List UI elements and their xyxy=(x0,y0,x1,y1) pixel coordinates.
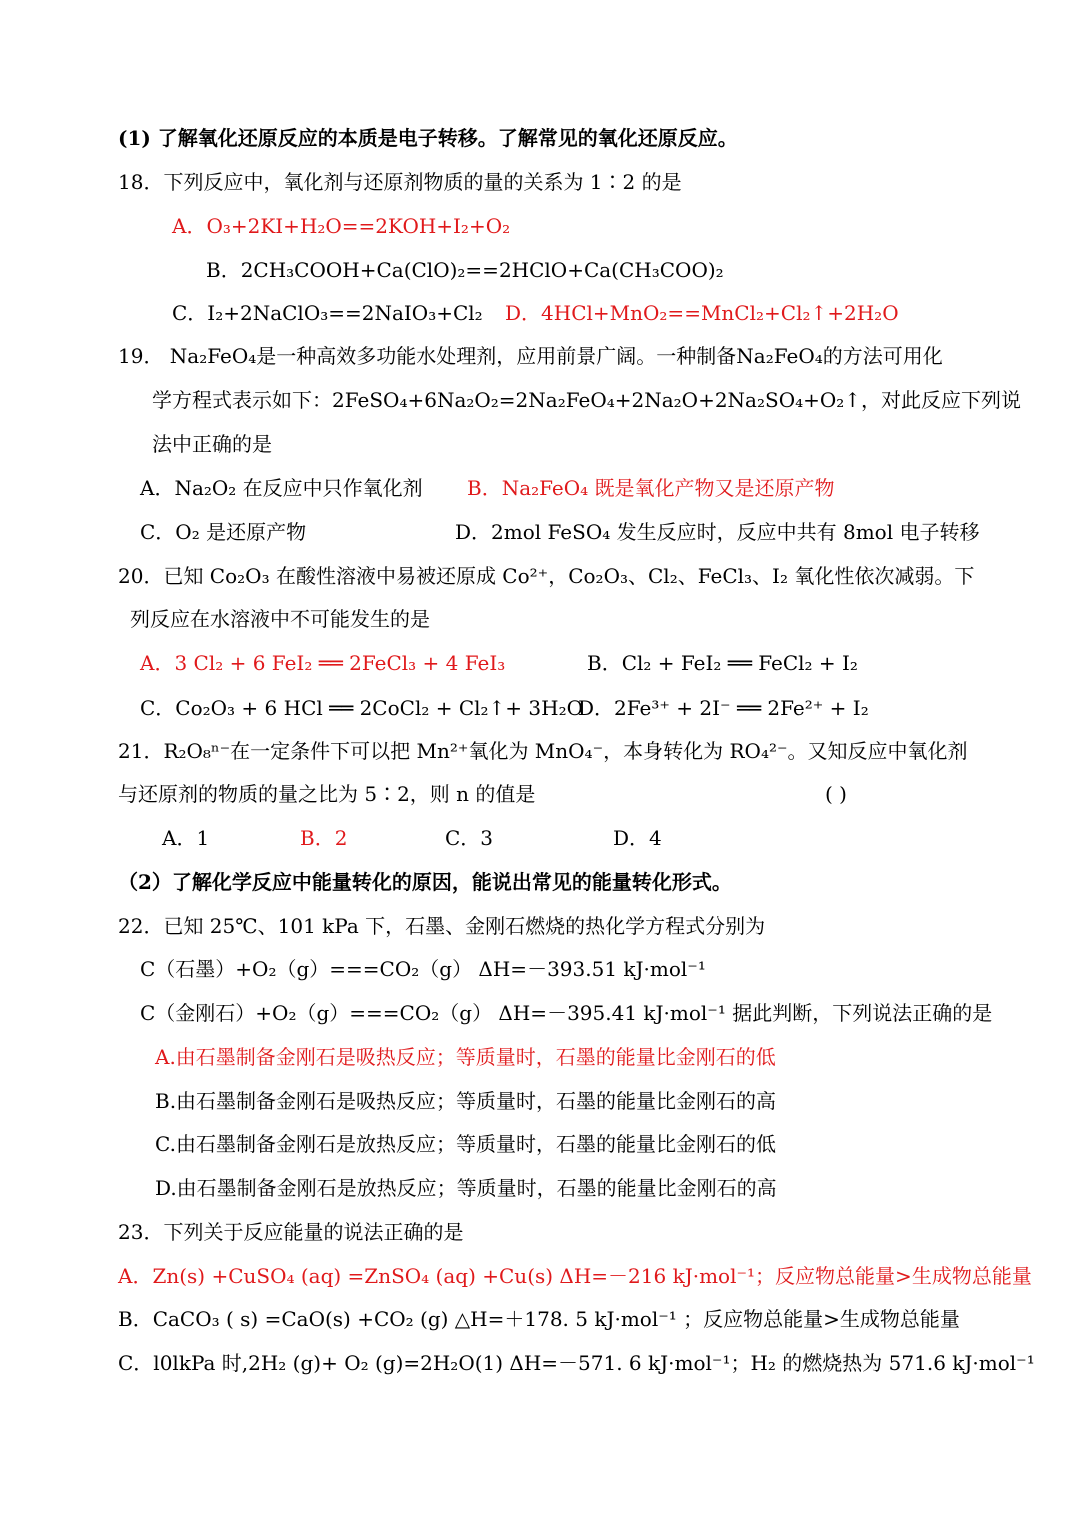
q20-option-d: D．2Fe³⁺ + 2I⁻ ══ 2Fe²⁺ + I₂ xyxy=(578,696,869,720)
q23-option-b: B．CaCO₃ ( s) =CaO(s) +CO₂ (g) △H=＋178. 5 kJ·mol⁻¹ ；反应物总能量>生成物总能量 xyxy=(118,1307,960,1331)
q19-line-3: 法中正确的是 xyxy=(152,432,272,456)
q21-line-2: 与还原剂的物质的量之比为 5∶2，则 n 的值是 xyxy=(118,782,536,806)
q18-option-b: B．2CH₃COOH+Ca(ClO)₂==2HClO+Ca(CH₃COO)₂ xyxy=(206,258,724,282)
section-2-heading: （2）了解化学反应中能量转化的原因，能说出常见的能量转化形式。 xyxy=(118,870,732,894)
q21-answer-paren: ( ) xyxy=(825,782,847,806)
q18-option-d: D．4HCl+MnO₂==MnCl₂+Cl₂↑+2H₂O xyxy=(505,301,899,325)
q21-option-b: B．2 xyxy=(300,826,348,850)
q20-line-2: 列反应在水溶液中不可能发生的是 xyxy=(130,607,430,631)
q19-option-a: A．Na₂O₂ 在反应中只作氧化剂 xyxy=(140,476,423,500)
q22-equation-2: C（金刚石）+O₂（g）===CO₂（g） ΔH=－395.41 kJ·mol⁻¹ 据此判断，下列说法正确的是 xyxy=(140,1001,993,1025)
q19-option-d: D．2mol FeSO₄ 发生反应时，反应中共有 8mol 电子转移 xyxy=(455,520,980,544)
q20-line-1: 20．已知 Co₂O₃ 在酸性溶液中易被还原成 Co²⁺，Co₂O₃、Cl₂、FeCl₃、I₂ 氧化性依次减弱。下 xyxy=(118,564,975,588)
q23-option-a-text: A．Zn(s) +CuSO₄ (aq) =ZnSO₄ (aq) +Cu(s) ΔH=－216 kJ·mol⁻¹；反应物总能量>生成物总能量 xyxy=(118,1264,1032,1288)
q21-option-c: C．3 xyxy=(445,826,494,850)
q19-option-b: B．Na₂FeO₄ 既是氧化产物又是还原产物 xyxy=(467,476,835,500)
q22-option-c: C.由石墨制备金刚石是放热反应；等质量时，石墨的能量比金刚石的低 xyxy=(155,1132,776,1156)
q22-option-a xyxy=(155,1043,776,1071)
q19-option-c: C．O₂ 是还原产物 xyxy=(140,520,307,544)
q20-option-b: B．Cl₂ + FeI₂ ══ FeCl₂ + I₂ xyxy=(587,651,858,675)
q23-option-a xyxy=(118,1262,1032,1290)
q22-equation-1: C（石墨）+O₂（g）===CO₂（g） ΔH=－393.51 kJ·mol⁻¹ xyxy=(140,957,706,981)
q22-option-b: B.由石墨制备金刚石是吸热反应；等质量时，石墨的能量比金刚石的高 xyxy=(155,1089,777,1113)
q22-stem: 22．已知 25℃、101 kPa 下，石墨、金刚石燃烧的热化学方程式分别为 xyxy=(118,914,766,938)
q19-line-2: 学方程式表示如下：2FeSO₄+6Na₂O₂=2Na₂FeO₄+2Na₂O+2Na₂SO₄+O₂↑，对此反应下列说 xyxy=(152,388,1022,412)
q21-line-1: 21．R₂O₈ⁿ⁻在一定条件下可以把 Mn²⁺氧化为 MnO₄⁻，本身转化为 RO₄²⁻。又知反应中氧化剂 xyxy=(118,739,968,763)
q21-option-a: A．1 xyxy=(162,826,210,850)
q20-option-a: A．3 Cl₂ + 6 FeI₂ ══ 2FeCl₃ + 4 FeI₃ xyxy=(140,651,506,675)
q21-option-d: D．4 xyxy=(613,826,662,850)
q23-option-c: C．l0lkPa 时,2H₂ (g)+ O₂ (g)=2H₂O(1) ΔH=－571. 6 kJ·mol⁻¹；H₂ 的燃烧热为 571.6 kJ·mol⁻¹ xyxy=(118,1351,1035,1375)
q18-stem: 18．下列反应中，氧化剂与还原剂物质的量的关系为 1∶2 的是 xyxy=(118,170,682,194)
q22-option-a-text: A.由石墨制备金刚石是吸热反应；等质量时，石墨的能量比金刚石的低 xyxy=(155,1045,776,1069)
q23-stem: 23．下列关于反应能量的说法正确的是 xyxy=(118,1220,464,1244)
section-1-heading: (1) 了解氧化还原反应的本质是电子转移。了解常见的氧化还原反应。 xyxy=(118,126,738,150)
q22-option-d: D.由石墨制备金刚石是放热反应；等质量时，石墨的能量比金刚石的高 xyxy=(155,1176,777,1200)
q20-option-c: C．Co₂O₃ + 6 HCl ══ 2CoCl₂ + Cl₂↑+ 3H₂O xyxy=(140,696,583,720)
q18-option-c: C．I₂+2NaClO₃==2NaIO₃+Cl₂ xyxy=(172,301,483,325)
q19-line-1: 19． Na₂FeO₄是一种高效多功能水处理剂，应用前景广阔。一种制备Na₂FeO₄的方法可用化 xyxy=(118,344,943,368)
q18-option-a: A．O₃+2KI+H₂O==2KOH+I₂+O₂ xyxy=(172,214,511,238)
